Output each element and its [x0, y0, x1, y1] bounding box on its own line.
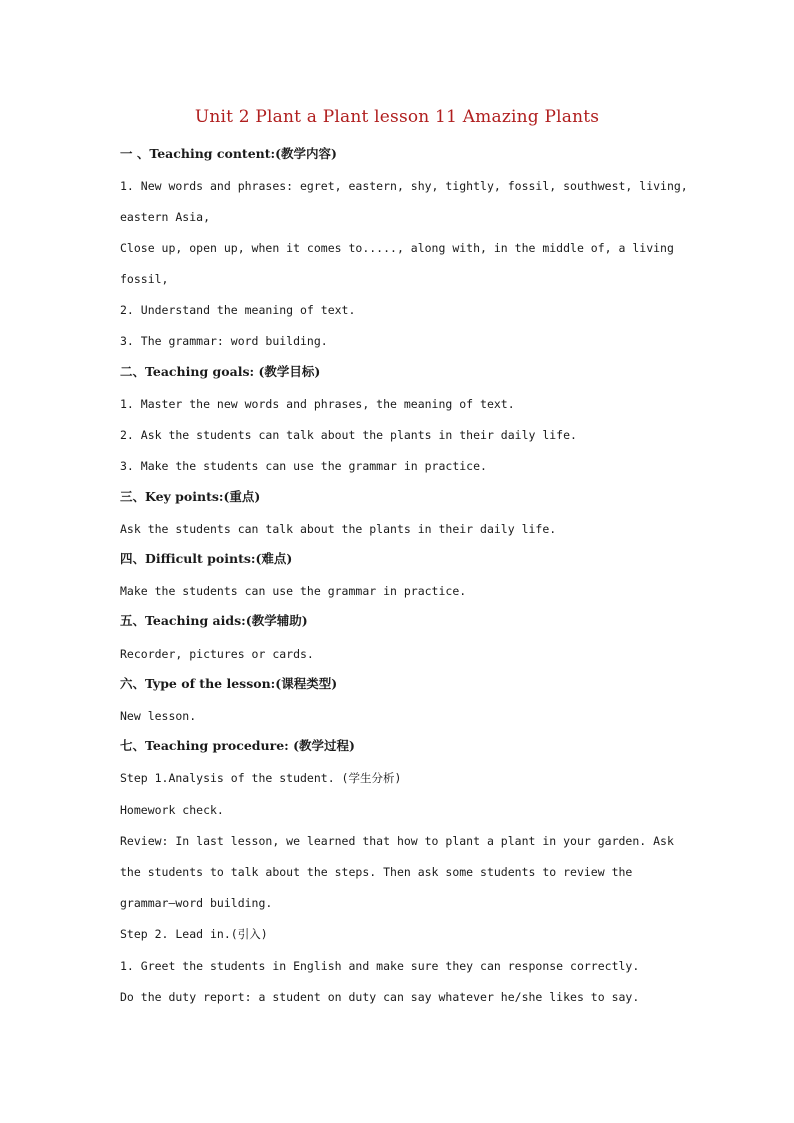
- text-line: Make the students can use the grammar in practice.: [120, 584, 467, 598]
- section-heading-teaching-aids: 五、Teaching aids:(教学辅助): [120, 613, 308, 628]
- text-line: Ask the students can talk about the plants in their daily life.: [120, 522, 557, 536]
- text-line: 1. Master the new words and phrases, the meaning of text.: [120, 397, 515, 411]
- section-heading-content: 一 、Teaching content:(教学内容): [120, 146, 337, 161]
- text-line: 2. Ask the students can talk about the plants in their daily life.: [120, 428, 577, 442]
- text-line: New lesson.: [120, 709, 197, 723]
- text-line: Review: In last lesson, we learned that how to plant a plant in your garden. Ask: [120, 834, 674, 848]
- text-line: 1. Greet the students in English and make sure they can response correctly.: [120, 959, 640, 973]
- text-line: 2. Understand the meaning of text.: [120, 303, 356, 317]
- text-line: the students to talk about the steps. Then ask some students to review the: [120, 865, 633, 879]
- text-line: 1. New words and phrases: egret, eastern, shy, tightly, fossil, southwest, living,: [120, 179, 688, 193]
- text-line: Homework check.: [120, 803, 224, 817]
- section-heading-difficult-points: 四、Difficult points:(难点): [120, 551, 293, 566]
- document-title: Unit 2 Plant a Plant lesson 11 Amazing Plants: [194, 107, 600, 127]
- section-heading-procedure: 七、Teaching procedure: (教学过程): [120, 738, 355, 753]
- section-heading-goals: 二、Teaching goals: (教学目标): [120, 364, 321, 379]
- text-line: Do the duty report: a student on duty can say whatever he/she likes to say.: [120, 990, 640, 1004]
- section-heading-key-points: 三、Key points:(重点): [120, 489, 261, 504]
- text-line: Step 2. Lead in.(引入): [120, 927, 268, 941]
- text-line: fossil,: [120, 272, 169, 286]
- text-line: Recorder, pictures or cards.: [120, 647, 314, 661]
- text-line: Close up, open up, when it comes to....., along with, in the middle of, a living: [120, 241, 674, 255]
- text-line: eastern Asia,: [120, 210, 211, 224]
- text-line: grammar—word building.: [120, 896, 273, 910]
- text-line: 3. Make the students can use the grammar in practice.: [120, 459, 487, 473]
- text-line: Step 1.Analysis of the student. (学生分析): [120, 771, 402, 785]
- section-heading-lesson-type: 六、Type of the lesson:(课程类型): [120, 676, 338, 691]
- text-line: 3. The grammar: word building.: [120, 334, 328, 348]
